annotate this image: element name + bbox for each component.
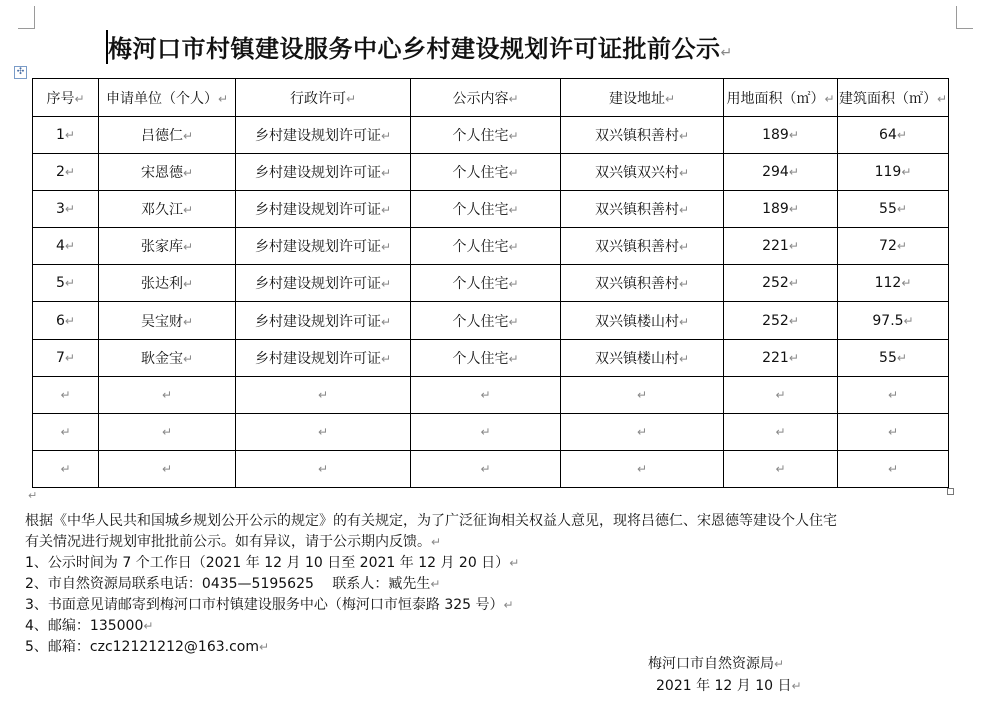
notice-item: 1、公示时间为 7 个工作日（2021 年 12 月 10 日至 2021 年 12 月 20 日）↵	[25, 555, 520, 571]
table-cell[interactable]	[838, 450, 949, 487]
cell-end-mark-icon: ↵	[480, 424, 491, 439]
table-cell[interactable]: 宋恩德↵	[99, 154, 236, 191]
table-cell[interactable]	[411, 450, 561, 487]
cell-end-mark-icon: ↵	[60, 387, 71, 402]
table-cell[interactable]: 双兴镇积善村↵	[561, 265, 724, 302]
table-cell[interactable]	[561, 413, 724, 450]
cell-end-mark-icon: ↵	[508, 277, 519, 292]
table-cell[interactable]: 252↵	[724, 265, 838, 302]
cell-end-mark-icon: ↵	[508, 240, 519, 255]
table-row	[33, 117, 949, 154]
cell-end-mark-icon: ↵	[380, 314, 392, 329]
table-cell[interactable]: 个人住宅↵	[411, 228, 561, 265]
cell-end-mark-icon: ↵	[508, 166, 519, 181]
paragraph-mark-icon: ↵	[720, 45, 733, 61]
cell-end-mark-icon: ↵	[887, 424, 899, 439]
table-cell[interactable]	[99, 376, 236, 413]
table-cell[interactable]: 邓久江↵	[99, 191, 236, 228]
table-cell[interactable]: 双兴镇楼山村↵	[561, 302, 724, 339]
table-cell[interactable]: 乡村建设规划许可证↵	[236, 339, 411, 376]
document-title[interactable]	[108, 32, 898, 66]
table-row	[33, 265, 949, 302]
cell-end-mark-icon: ↵	[508, 314, 519, 329]
cell-end-mark-icon: ↵	[60, 424, 71, 439]
table-cell[interactable]	[236, 450, 411, 487]
title-text: 梅河口市村镇建设服务中心乡村建设规划许可证批前公示	[108, 35, 721, 63]
paragraph-mark-icon: ↵	[258, 640, 270, 654]
notice-intro-line: 根据《中华人民共和国城乡规划公开公示的规定》的有关规定，为了广泛征询相关权益人意见，现将吕德仁、宋恩德等建设个人住宅	[25, 513, 837, 529]
cell-end-mark-icon: ↵	[901, 165, 912, 180]
cell-end-mark-icon: ↵	[788, 202, 799, 217]
cell-end-mark-icon: ↵	[380, 351, 392, 366]
paragraph-mark-icon: ↵	[430, 577, 441, 591]
cell-end-mark-icon: ↵	[64, 276, 75, 291]
notice-body[interactable]	[25, 511, 960, 658]
cell-end-mark-icon: ↵	[678, 166, 690, 181]
table-cell[interactable]: 221↵	[724, 228, 838, 265]
cell-end-mark-icon: ↵	[161, 424, 173, 439]
table-row	[33, 154, 949, 191]
table-cell[interactable]	[838, 376, 949, 413]
cell-end-mark-icon: ↵	[678, 277, 690, 292]
header-cell[interactable]: 序号↵	[33, 79, 99, 117]
table-cell[interactable]: 双兴镇双兴村↵	[561, 154, 724, 191]
table-row	[33, 228, 949, 265]
table-cell[interactable]: 双兴镇楼山村↵	[561, 339, 724, 376]
table-cell[interactable]	[99, 413, 236, 450]
table-cell[interactable]: 119↵	[838, 154, 949, 191]
header-cell[interactable]: 用地面积（㎡）↵	[724, 79, 838, 117]
cell-end-mark-icon: ↵	[887, 461, 899, 476]
table-cell[interactable]: 2↵	[33, 154, 99, 191]
notice-item: 2、市自然资源局联系电话：0435—5195625 联系人：臧先生↵	[25, 576, 441, 592]
cell-end-mark-icon: ↵	[678, 314, 690, 329]
table-cell[interactable]	[33, 413, 99, 450]
cell-end-mark-icon: ↵	[380, 166, 392, 181]
table-cell[interactable]: 耿金宝↵	[99, 339, 236, 376]
cell-end-mark-icon: ↵	[64, 165, 75, 180]
table-cell[interactable]: 双兴镇积善村↵	[561, 117, 724, 154]
cell-end-mark-icon: ↵	[887, 387, 899, 402]
cell-end-mark-icon: ↵	[182, 129, 194, 144]
cell-end-mark-icon: ↵	[64, 202, 75, 217]
cell-end-mark-icon: ↵	[60, 461, 71, 476]
table-cell[interactable]	[724, 376, 838, 413]
cell-end-mark-icon: ↵	[788, 128, 799, 143]
table-cell[interactable]: 乡村建设规划许可证↵	[236, 302, 411, 339]
cell-end-mark-icon: ↵	[678, 129, 690, 144]
signature-block[interactable]	[648, 653, 802, 697]
table-cell[interactable]: 55↵	[838, 191, 949, 228]
cell-end-mark-icon: ↵	[678, 203, 690, 218]
table-cell[interactable]: 6↵	[33, 302, 99, 339]
cell-end-mark-icon: ↵	[775, 424, 786, 439]
table-cell[interactable]	[236, 376, 411, 413]
paragraph-mark-icon: ↵	[431, 535, 442, 549]
cell-end-mark-icon: ↵	[636, 387, 648, 402]
notice-item: 4、邮编：135000↵	[25, 618, 154, 634]
table-cell[interactable]: 64↵	[838, 117, 949, 154]
cell-end-mark-icon: ↵	[678, 240, 690, 255]
paragraph-mark-icon: ↵	[791, 679, 802, 693]
table-row	[33, 413, 949, 450]
cell-end-mark-icon: ↵	[896, 239, 907, 254]
table-cell[interactable]: 张达利↵	[99, 265, 236, 302]
cell-end-mark-icon: ↵	[161, 461, 173, 476]
notice-item: 3、书面意见请邮寄到梅河口市村镇建设服务中心（梅河口市恒泰路 325 号）↵	[25, 597, 514, 613]
crop-mark-top-left	[18, 6, 35, 29]
table-row	[33, 191, 949, 228]
table-cell[interactable]	[99, 450, 236, 487]
cell-end-mark-icon: ↵	[182, 240, 194, 255]
table-cell[interactable]: 97.5↵	[838, 302, 949, 339]
table-cell[interactable]	[724, 413, 838, 450]
header-cell[interactable]: 行政许可↵	[236, 79, 411, 117]
table-cell[interactable]: 个人住宅↵	[411, 265, 561, 302]
table-cell[interactable]: 55↵	[838, 339, 949, 376]
table-cell[interactable]: 乡村建设规划许可证↵	[236, 117, 411, 154]
cell-end-mark-icon: ↵	[182, 203, 194, 218]
cell-end-mark-icon: ↵	[508, 129, 519, 144]
notice-intro-line: 有关情况进行规划审批批前公示。如有异议，请于公示期内反馈。↵	[25, 534, 442, 550]
table-cell[interactable]: 112↵	[838, 265, 949, 302]
cell-end-mark-icon: ↵	[775, 461, 786, 476]
table-cell[interactable]: 个人住宅↵	[411, 117, 561, 154]
header-cell[interactable]: 公示内容↵	[411, 79, 561, 117]
cell-end-mark-icon: ↵	[64, 239, 75, 254]
table-cell[interactable]: 张家库↵	[99, 228, 236, 265]
cell-end-mark-icon: ↵	[380, 240, 392, 255]
table-cell[interactable]: 7↵	[33, 339, 99, 376]
cell-end-mark-icon: ↵	[182, 277, 194, 292]
cell-end-mark-icon: ↵	[182, 166, 194, 181]
cell-end-mark-icon: ↵	[182, 314, 194, 329]
cell-end-mark-icon: ↵	[788, 239, 799, 254]
paragraph-mark-icon: ↵	[143, 619, 154, 633]
table-row	[33, 450, 949, 487]
table-row	[33, 376, 949, 413]
table-cell[interactable]: 个人住宅↵	[411, 154, 561, 191]
cell-end-mark-icon: ↵	[480, 461, 491, 476]
cell-end-mark-icon: ↵	[901, 276, 912, 291]
table-cell[interactable]	[561, 450, 724, 487]
table-cell[interactable]: 吕德仁↵	[99, 117, 236, 154]
cell-end-mark-icon: ↵	[678, 351, 690, 366]
table-cell[interactable]: 个人住宅↵	[411, 339, 561, 376]
paragraph-mark-icon: ↵	[28, 489, 38, 502]
table-cell[interactable]: 乡村建设规划许可证↵	[236, 191, 411, 228]
table-cell[interactable]: 双兴镇积善村↵	[561, 191, 724, 228]
table-cell[interactable]: 4↵	[33, 228, 99, 265]
table-cell[interactable]	[411, 376, 561, 413]
cell-end-mark-icon: ↵	[380, 129, 392, 144]
table-move-handle-icon[interactable]: ✣	[14, 66, 27, 79]
cell-end-mark-icon: ↵	[788, 313, 799, 328]
table-cell[interactable]	[33, 376, 99, 413]
cell-end-mark-icon: ↵	[182, 351, 194, 366]
table-cell[interactable]: 吴宝财↵	[99, 302, 236, 339]
cell-end-mark-icon: ↵	[775, 387, 786, 402]
cell-end-mark-icon: ↵	[508, 203, 519, 218]
table-cell[interactable]: 1↵	[33, 117, 99, 154]
cell-end-mark-icon: ↵	[896, 202, 907, 217]
cell-end-mark-icon: ↵	[896, 350, 907, 365]
cell-end-mark-icon: ↵	[380, 277, 392, 292]
cell-end-mark-icon: ↵	[788, 276, 799, 291]
table-cell[interactable]	[33, 450, 99, 487]
table-cell[interactable]: 个人住宅↵	[411, 302, 561, 339]
header-cell[interactable]: 建筑面积（㎡）↵	[838, 79, 949, 117]
cell-end-mark-icon: ↵	[317, 424, 329, 439]
table-cell[interactable]: 3↵	[33, 191, 99, 228]
cell-end-mark-icon: ↵	[508, 351, 519, 366]
table-cell[interactable]: 72↵	[838, 228, 949, 265]
cell-end-mark-icon: ↵	[480, 387, 491, 402]
issue-date: 2021 年 12 月 10 日↵	[656, 678, 802, 694]
table-row	[33, 339, 949, 376]
table-resize-handle[interactable]	[947, 488, 954, 495]
table-cell[interactable]	[561, 376, 724, 413]
cell-end-mark-icon: ↵	[317, 387, 329, 402]
cell-end-mark-icon: ↵	[380, 203, 392, 218]
table-cell[interactable]: 双兴镇积善村↵	[561, 228, 724, 265]
table-cell[interactable]	[838, 413, 949, 450]
notice-item: 5、邮箱：czc12121212@163.com↵	[25, 639, 270, 655]
header-cell[interactable]: 申请单位（个人）↵	[99, 79, 236, 117]
table-cell[interactable]: 乡村建设规划许可证↵	[236, 265, 411, 302]
cell-end-mark-icon: ↵	[636, 424, 648, 439]
table-cell[interactable]: 乡村建设规划许可证↵	[236, 228, 411, 265]
paragraph-mark-icon: ↵	[509, 556, 520, 570]
table-cell[interactable]: 189↵	[724, 191, 838, 228]
table-cell[interactable]: 189↵	[724, 117, 838, 154]
table-cell[interactable]: 个人住宅↵	[411, 191, 561, 228]
cell-end-mark-icon: ↵	[64, 350, 75, 365]
crop-mark-top-right	[956, 6, 973, 29]
table-cell[interactable]: 294↵	[724, 154, 838, 191]
issuing-organization: 梅河口市自然资源局↵	[648, 656, 785, 672]
cell-end-mark-icon: ↵	[317, 461, 329, 476]
cell-end-mark-icon: ↵	[161, 387, 173, 402]
cell-end-mark-icon: ↵	[64, 313, 75, 328]
table-cell[interactable]: 221↵	[724, 339, 838, 376]
table-cell[interactable]: 乡村建设规划许可证↵	[236, 154, 411, 191]
table-cell[interactable]	[411, 413, 561, 450]
paragraph-mark-icon: ↵	[503, 598, 514, 612]
paragraph-mark-icon: ↵	[774, 657, 785, 671]
table-cell[interactable]	[236, 413, 411, 450]
header-cell[interactable]: 建设地址↵	[561, 79, 724, 117]
table-cell[interactable]: 5↵	[33, 265, 99, 302]
table-header-row	[33, 79, 949, 117]
table-cell[interactable]: 252↵	[724, 302, 838, 339]
permit-table[interactable]	[32, 78, 949, 488]
table-row	[33, 302, 949, 339]
cell-end-mark-icon: ↵	[788, 350, 799, 365]
table-cell[interactable]	[724, 450, 838, 487]
cell-end-mark-icon: ↵	[896, 128, 907, 143]
cell-end-mark-icon: ↵	[788, 165, 799, 180]
cell-end-mark-icon: ↵	[636, 461, 648, 476]
cell-end-mark-icon: ↵	[903, 313, 914, 328]
cell-end-mark-icon: ↵	[64, 128, 75, 143]
